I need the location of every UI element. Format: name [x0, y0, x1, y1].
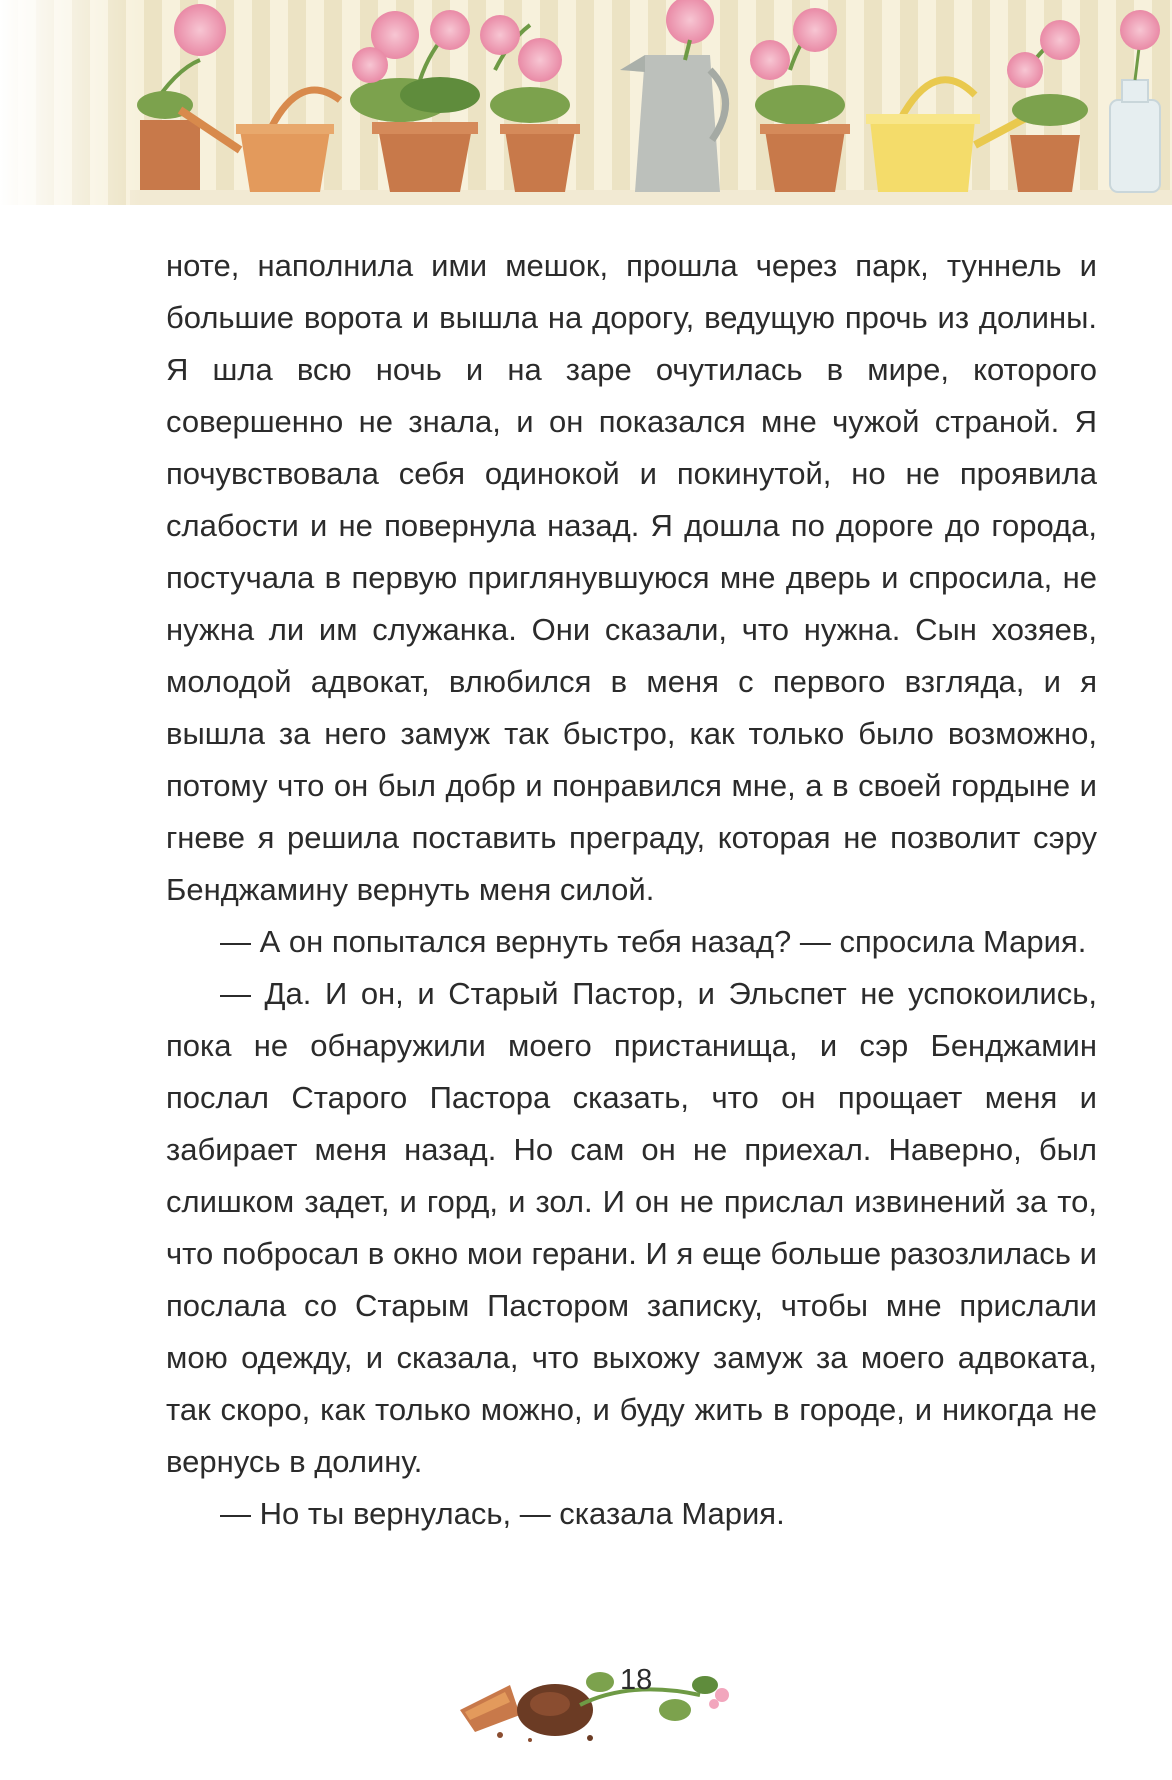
paragraph-narrative: ноте, наполнила ими мешок, прошла через парк, туннель и большие ворота и вышла на дорогу, ведущую прочь из долины. Я шла всю ночь и на заре очутилась в мире, которого совершенно не знала, и он показался мне чужой страной. Я почувствовала себя одинокой и покинутой, но не проявила слабости и не повернула назад. Я дошла по дороге до города, постучала в первую приглянувшуюся мне дверь и спросила, не нужна ли им служанка. Они сказали, что нужна. Сын хозяев, молодой адвокат, влюбился в меня с первого взгляда, и я вышла за него замуж так быстро, как только было возможно, потому что он был добр и понравился мне, а в своей гордыне и гневе я решила поставить преграду, которая не позволит сэру Бенджамину вернуть меня силой. [166, 248, 1097, 907]
paragraph-question: — А он попытался вернуть тебя назад? — спросила Мария. [220, 924, 1087, 959]
footer-ornament [440, 1640, 740, 1750]
paragraph-answer: — Да. И он, и Старый Пастор, и Эльспет не успокоились, пока не обнаружили моего пристанища, и сэр Бенджамин послал Старого Пастора сказать, что он прощает меня и забирает меня назад. Но сам он не приехал. Наверно, был слишком задет, и горд, и зол. И он не прислал извинений за то, что побросал в окно мои герани. И я еще больше разозлилась и послала со Старым Пастором записку, чтобы мне прислали мою одежду, и сказала, что выхожу замуж за моего адвоката, так скоро, как только можно, и буду жить в городе, и никогда не вернусь в долину. [166, 976, 1097, 1479]
paragraph-reply: — Но ты вернулась, — сказала Мария. [220, 1496, 785, 1531]
geranium-banner-illustration [0, 0, 1172, 205]
body-text [166, 240, 1097, 1540]
page-number: 18 [620, 1664, 653, 1696]
